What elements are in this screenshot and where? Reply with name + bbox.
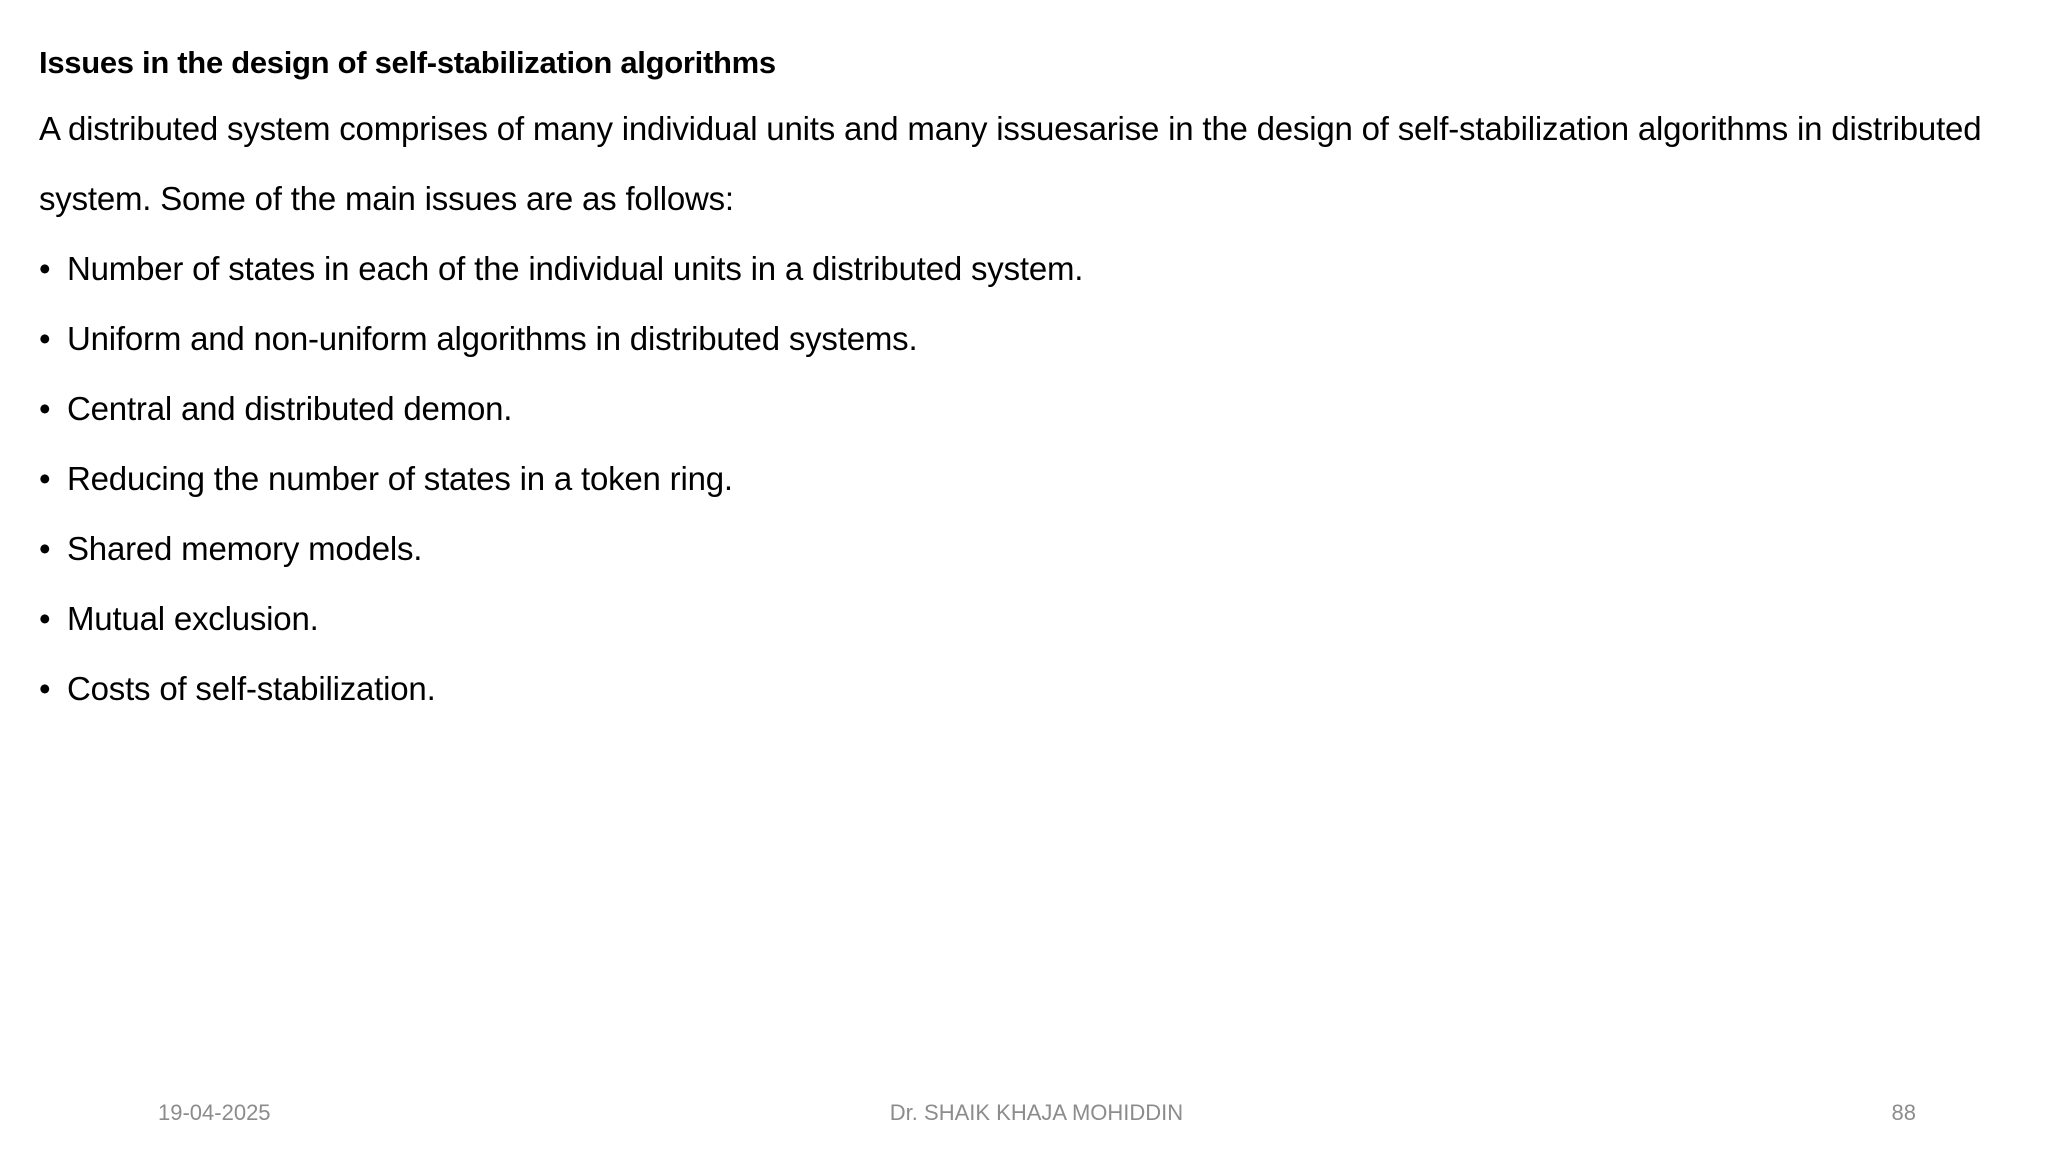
slide-heading: Issues in the design of self-stabilization algorithms bbox=[39, 45, 776, 80]
list-item bbox=[39, 304, 2014, 374]
list-item bbox=[39, 374, 2014, 444]
page-number: 88 bbox=[1891, 1100, 1916, 1125]
list-item bbox=[39, 654, 2014, 724]
slide-content bbox=[39, 36, 2014, 724]
list-item bbox=[39, 584, 2014, 654]
bullet-icon: • bbox=[39, 320, 51, 357]
bullet-icon: • bbox=[39, 600, 51, 637]
list-item bbox=[39, 444, 2014, 514]
list-item-text: Uniform and non-uniform algorithms in distributed systems. bbox=[67, 320, 918, 357]
list-item-text: Shared memory models. bbox=[67, 530, 423, 567]
list-item-text: Costs of self-stabilization. bbox=[67, 670, 436, 707]
bullet-icon: • bbox=[39, 390, 51, 427]
intro-paragraph: A distributed system comprises of many individual units and many issuesarise in the design of self-stabilization algorithms in distributed system. Some of the main issues are as follows: bbox=[39, 110, 1982, 217]
footer-author: Dr. SHAIK KHAJA MOHIDDIN bbox=[889, 1100, 1184, 1125]
list-item-text: Mutual exclusion. bbox=[67, 600, 319, 637]
bullet-icon: • bbox=[39, 250, 51, 287]
bullet-icon: • bbox=[39, 670, 51, 707]
issues-list bbox=[39, 234, 2014, 724]
footer-date: 19-04-2025 bbox=[158, 1100, 271, 1125]
list-item-text: Number of states in each of the individual units in a distributed system. bbox=[67, 250, 1084, 287]
list-item-text: Central and distributed demon. bbox=[67, 390, 513, 427]
bullet-icon: • bbox=[39, 530, 51, 567]
list-item bbox=[39, 514, 2014, 584]
list-item bbox=[39, 234, 2014, 304]
list-item-text: Reducing the number of states in a token ring. bbox=[67, 460, 733, 497]
bullet-icon: • bbox=[39, 460, 51, 497]
